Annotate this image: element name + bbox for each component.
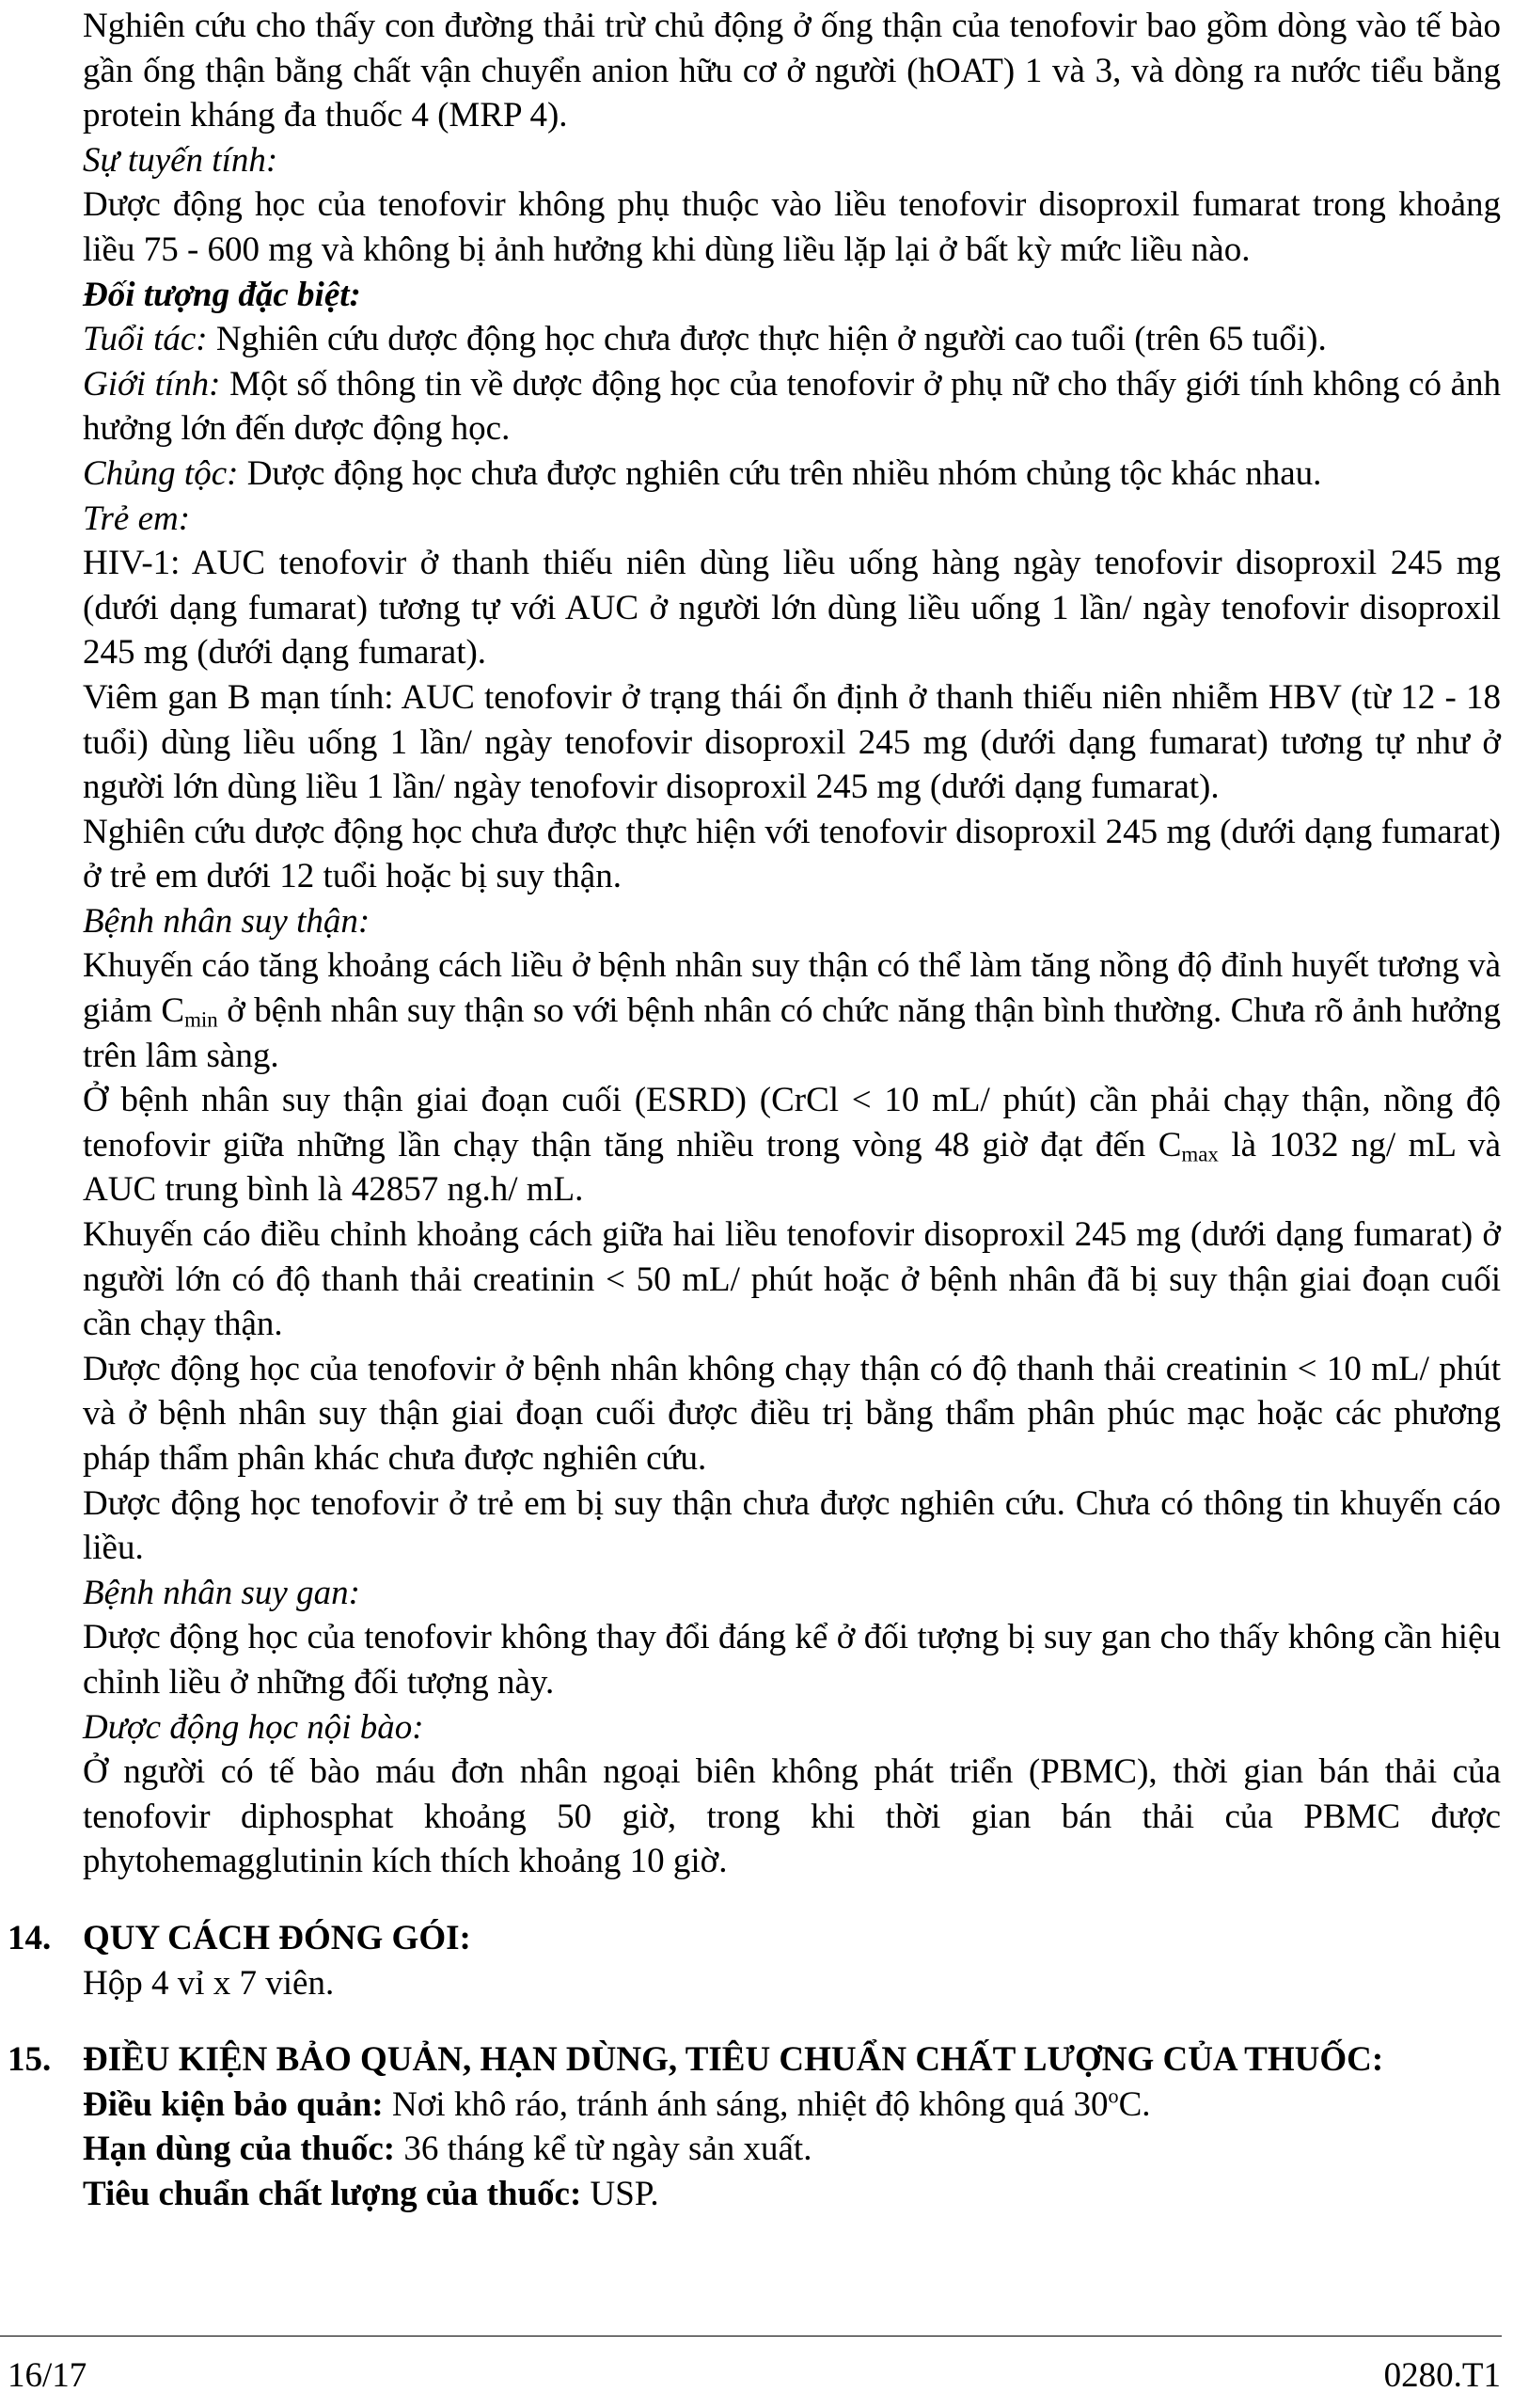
section-14-text: Hộp 4 vỉ x 7 viên. xyxy=(83,1963,335,2003)
paragraph-intracellular: Ở người có tế bào máu đơn nhân ngoại biên không phát triển (PBMC), thời gian bán thải của tenofovir diphosphat khoảng 50 giờ, trong khi thời gian bán thải của PBMC được phytohemagglutinin kích thích khoảng 10 giờ. xyxy=(83,1752,1501,1881)
heading-special-populations: Đối tượng đặc biệt: xyxy=(83,275,361,314)
quality-standard-label: Tiêu chuẩn chất lượng của thuốc: xyxy=(83,2174,582,2213)
age-text: Nghiên cứu dược động học chưa được thực hiện ở người cao tuổi (trên 65 tuổi). xyxy=(207,320,1327,359)
gender-text: Một số thông tin về dược động học của tenofovir ở phụ nữ cho thấy giới tính không có ảnh hưởng lớn đến dược động học. xyxy=(83,364,1501,449)
gender-label: Giới tính: xyxy=(83,364,221,404)
paragraph-renal-4: Dược động học của tenofovir ở bệnh nhân không chạy thận có độ thanh thải creatinin < 10 mL/ phút và ở bệnh nhân suy thận giai đoạn cuối được điều trị bằng thẩm phân phúc mạc hoặc các phương pháp thẩm phân khác chưa được nghiên cứu. xyxy=(83,1349,1501,1478)
cmax-subscript: max xyxy=(1181,1142,1219,1166)
paragraph-renal-3: Khuyến cáo điều chỉnh khoảng cách giữa hai liều tenofovir disoproxil 245 mg (dưới dạng fumarat) ở người lớn có độ thanh thải creatinin < 50 mL/ phút hoặc ở bệnh nhân đã bị suy thận giai đoạn cuối cần chạy thận. xyxy=(83,1215,1501,1344)
shelf-life-label: Hạn dùng của thuốc: xyxy=(83,2130,396,2169)
paragraph-under-12: Nghiên cứu dược động học chưa được thực hiện với tenofovir disoproxil 245 mg (dưới dạng fumarat) ở trẻ em dưới 12 tuổi hoặc bị suy thận. xyxy=(83,812,1501,896)
paragraph-hiv: HIV-1: AUC tenofovir ở thanh thiếu niên dùng liều uống hàng ngày tenofovir disoproxil 245 mg (dưới dạng fumarat) tương tự với AUC ở người lớn dùng liều uống 1 lần/ ngày tenofovir disoproxil 245 mg (dưới dạng fumarat). xyxy=(83,544,1501,673)
footer-divider xyxy=(0,2336,1502,2337)
paragraph-gender xyxy=(83,362,1501,452)
quality-standard-line xyxy=(83,2172,1501,2217)
renal2-text-a: Ở bệnh nhân suy thận giai đoạn cuối (ESRD) (CrCl < 10 mL/ phút) cần phải chạy thận, nồng độ tenofovir giữa những lần chạy thận tăng nhiều trong vòng 48 giờ đạt đến C xyxy=(83,1081,1501,1164)
renal1-text-a: Khuyến cáo tăng khoảng cách liều ở bệnh nhân suy thận có thể làm tăng nồng độ đỉnh huyết tương và giảm C xyxy=(83,946,1501,1031)
section-15 xyxy=(8,2037,1501,2216)
document-body xyxy=(8,4,1501,2217)
storage-text-b: C. xyxy=(1118,2084,1151,2124)
degree-superscript: o xyxy=(1108,2083,1119,2108)
paragraph-race xyxy=(83,452,1501,497)
section-15-number: 15. xyxy=(8,2040,52,2080)
section-15-title: ĐIỀU KIỆN BẢO QUẢN, HẠN DÙNG, TIÊU CHUẨN CHẤT LƯỢNG CỦA THUỐC: xyxy=(83,2040,1384,2080)
page-number: 16/17 xyxy=(8,2356,87,2395)
paragraph-renal-1 xyxy=(83,943,1501,1078)
shelf-life-line xyxy=(83,2127,1501,2172)
heading-children: Trẻ em: xyxy=(83,499,191,538)
document-code: 0280.T1 xyxy=(1383,2356,1501,2395)
heading-intracellular: Dược động học nội bào: xyxy=(83,1707,424,1747)
paragraph-elimination: Nghiên cứu cho thấy con đường thải trừ chủ động ở ống thận của tenofovir bao gồm dòng vào tế bào gần ống thận bằng chất vận chuyển anion hữu cơ ở người (hOAT) 1 và 3, và dòng ra nước tiểu bằng protein kháng đa thuốc 4 (MRP 4). xyxy=(83,7,1501,135)
heading-hepatic: Bệnh nhân suy gan: xyxy=(83,1573,360,1612)
quality-standard-text: USP. xyxy=(581,2174,659,2213)
section-14 xyxy=(8,1916,1501,2005)
storage-text-a: Nơi khô ráo, tránh ánh sáng, nhiệt độ không quá 30 xyxy=(383,2084,1109,2124)
race-label: Chủng tộc: xyxy=(83,453,239,493)
paragraph-hbv: Viêm gan B mạn tính: AUC tenofovir ở trạng thái ổn định ở thanh thiếu niên nhiễm HBV (từ 12 - 18 tuổi) dùng liều uống 1 lần/ ngày tenofovir disoproxil 245 mg (dưới dạng fumarat) tương tự như ở người lớn dùng liều 1 lần/ ngày tenofovir disoproxil 245 mg (dưới dạng fumarat). xyxy=(83,677,1501,807)
age-label: Tuổi tác: xyxy=(83,320,208,359)
paragraph-renal-5: Dược động học tenofovir ở trẻ em bị suy thận chưa được nghiên cứu. Chưa có thông tin khuyến cáo liều. xyxy=(83,1483,1501,1568)
cmin-subscript: min xyxy=(184,1007,218,1032)
paragraph-linearity: Dược động học của tenofovir không phụ thuộc vào liều tenofovir disoproxil fumarat trong khoảng liều 75 - 600 mg và không bị ảnh hưởng khi dùng liều lặp lại ở bất kỳ mức liều nào. xyxy=(83,185,1501,269)
paragraph-age xyxy=(83,317,1501,362)
storage-label: Điều kiện bảo quản: xyxy=(83,2084,384,2124)
paragraph-renal-2 xyxy=(83,1078,1501,1212)
storage-line xyxy=(83,2083,1501,2128)
section-14-number: 14. xyxy=(8,1918,52,1957)
renal2-text-b: là 1032 ng/ mL và AUC trung bình là 42857 ng.h/ mL. xyxy=(83,1125,1501,1210)
heading-linearity: Sự tuyến tính: xyxy=(83,140,278,180)
race-text: Dược động học chưa được nghiên cứu trên nhiều nhóm chủng tộc khác nhau. xyxy=(238,453,1322,493)
paragraph-hepatic: Dược động học của tenofovir không thay đổi đáng kể ở đối tượng bị suy gan cho thấy không cần hiệu chỉnh liều ở những đối tượng này. xyxy=(83,1618,1501,1702)
renal1-text-b: ở bệnh nhân suy thận so với bệnh nhân có chức năng thận bình thường. Chưa rõ ảnh hưởng trên lâm sàng. xyxy=(83,991,1501,1075)
section-14-title: QUY CÁCH ĐÓNG GÓI: xyxy=(83,1918,471,1957)
shelf-life-text: 36 tháng kể từ ngày sản xuất. xyxy=(395,2130,812,2169)
heading-renal: Bệnh nhân suy thận: xyxy=(83,901,370,941)
